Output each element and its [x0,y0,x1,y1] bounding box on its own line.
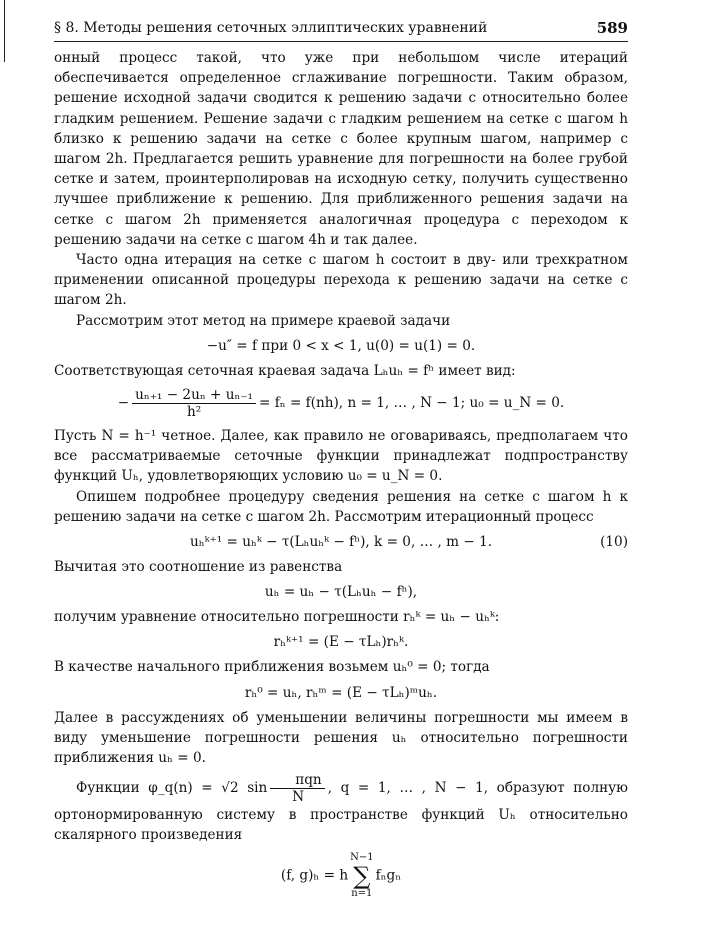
section-title: § 8. Методы решения сеточных эллиптических уравнений [54,20,488,36]
page-number: 589 [596,19,628,37]
paragraph-3: Рассмотрим этот метод на примере краевой задачи [76,312,451,329]
fraction-numerator: uₙ₊₁ − 2uₙ + uₙ₋₁ [132,387,256,404]
paragraph-11-end: , q = 1, … , N − 1, образуют полную ортонормированную систему в пространстве функций Uₕ относительно скалярного произведения [54,780,628,844]
fraction-denominator: h² [186,404,202,421]
paragraph-2: Часто одна итерация на сетке с шагом h состоит в дву- или трехкратном применении описанной процедуры перехода к решению задачи на сетке с шагом 2h. [54,252,628,309]
formula-iteration [54,531,628,553]
page-body [54,48,628,904]
paragraph-5: Пусть N = h⁻¹ четное. Далее, как правило не оговариваясь, предполагаем что все рассматриваемые сеточные функции принадлежат подпространству функций Uₕ, удовлетворяющих условию u₀ = u_N = 0. [54,428,628,485]
sum-sign: ∑ [353,861,371,890]
formula-grid-problem [54,387,628,420]
formula-initial-error: rₕ⁰ = uₕ, rₕᵐ = (E − τLₕ)ᵐuₕ. [244,684,438,701]
paragraph-9: В качестве начального приближения возьмем uₕ⁰ = 0; тогда [54,659,490,676]
summation [350,852,374,900]
paragraph-4: Соответствующая сеточная краевая задача Lₕuₕ = fʰ имеет вид: [54,362,516,379]
formula-iteration-body: uₕᵏ⁺¹ = uₕᵏ − τ(Lₕuₕᵏ − fʰ), k = 0, … , m − 1. [189,534,493,551]
formula-boundary-problem: −u″ = f при 0 < x < 1, u(0) = u(1) = 0. [206,337,476,354]
paragraph-7: Вычитая это соотношение из равенства [54,559,343,576]
paragraph-8: получим уравнение относительно погрешности rₕᵏ = uₕ − uₕᵏ: [54,609,500,626]
formula-grid-fraction [132,387,256,420]
fraction-numerator: πqn [270,772,324,789]
page-edge-mark [4,0,5,62]
sum-upper-limit: N−1 [350,851,374,863]
running-header [54,19,628,42]
equation-number: (10) [600,534,628,551]
formula-error-equation: rₕᵏ⁺¹ = (E − τLₕ)rₕᵏ. [273,634,409,651]
formula-equality: uₕ = uₕ − τ(Lₕuₕ − fʰ), [264,584,418,601]
formula-grid-rest: = fₙ = f(nh), n = 1, … , N − 1; u₀ = u_N = 0. [259,395,565,412]
sine-argument-fraction [270,772,324,805]
formula-grid-minus: − [117,395,130,412]
paragraph-11 [54,772,628,845]
formula-scalar-product [54,852,628,900]
paragraph-11-start: Функции φ_q(n) = √2 sin [76,780,268,797]
paragraph-10: Далее в рассуждениях об уменьшении величины погрешности мы имеем в виду уменьшение погрешности решения uₕ относительно погрешности приближения uₕ = 0. [54,709,628,767]
scalar-product-left: (f, g)ₕ = h [280,867,349,884]
paragraph-6: Опишем подробнее процедуру сведения решения на сетке с шагом h к решению задачи на сетке с шагом 2h. Рассмотрим итерационный процесс [54,488,628,525]
paragraph-1: онный процесс такой, что уже при небольшом числе итераций обеспечивается определенное сглаживание погрешности. Таким образом, решение исходной задачи сводится к решению задачи с относительно более гладким решением. Решение задачи с гладким решением на сетке с шагом h близко к решению задачи на сетке с более крупным шагом, например с шагом 2h. Предлагается решить уравнение для погрешности на более грубой сетке и затем, проинтерполировав на исходную сетку, получить существенно лучшее приближение к решению. Для приближенного решения задачи на сетке с шагом 2h применяется аналогичная процедура с переходом к решению задачи на сетке с шагом 4h и так далее. [54,50,628,248]
sum-lower-limit: n=1 [351,887,373,899]
fraction-denominator: N [292,789,305,806]
scalar-product-right: fₙgₙ [375,867,402,884]
